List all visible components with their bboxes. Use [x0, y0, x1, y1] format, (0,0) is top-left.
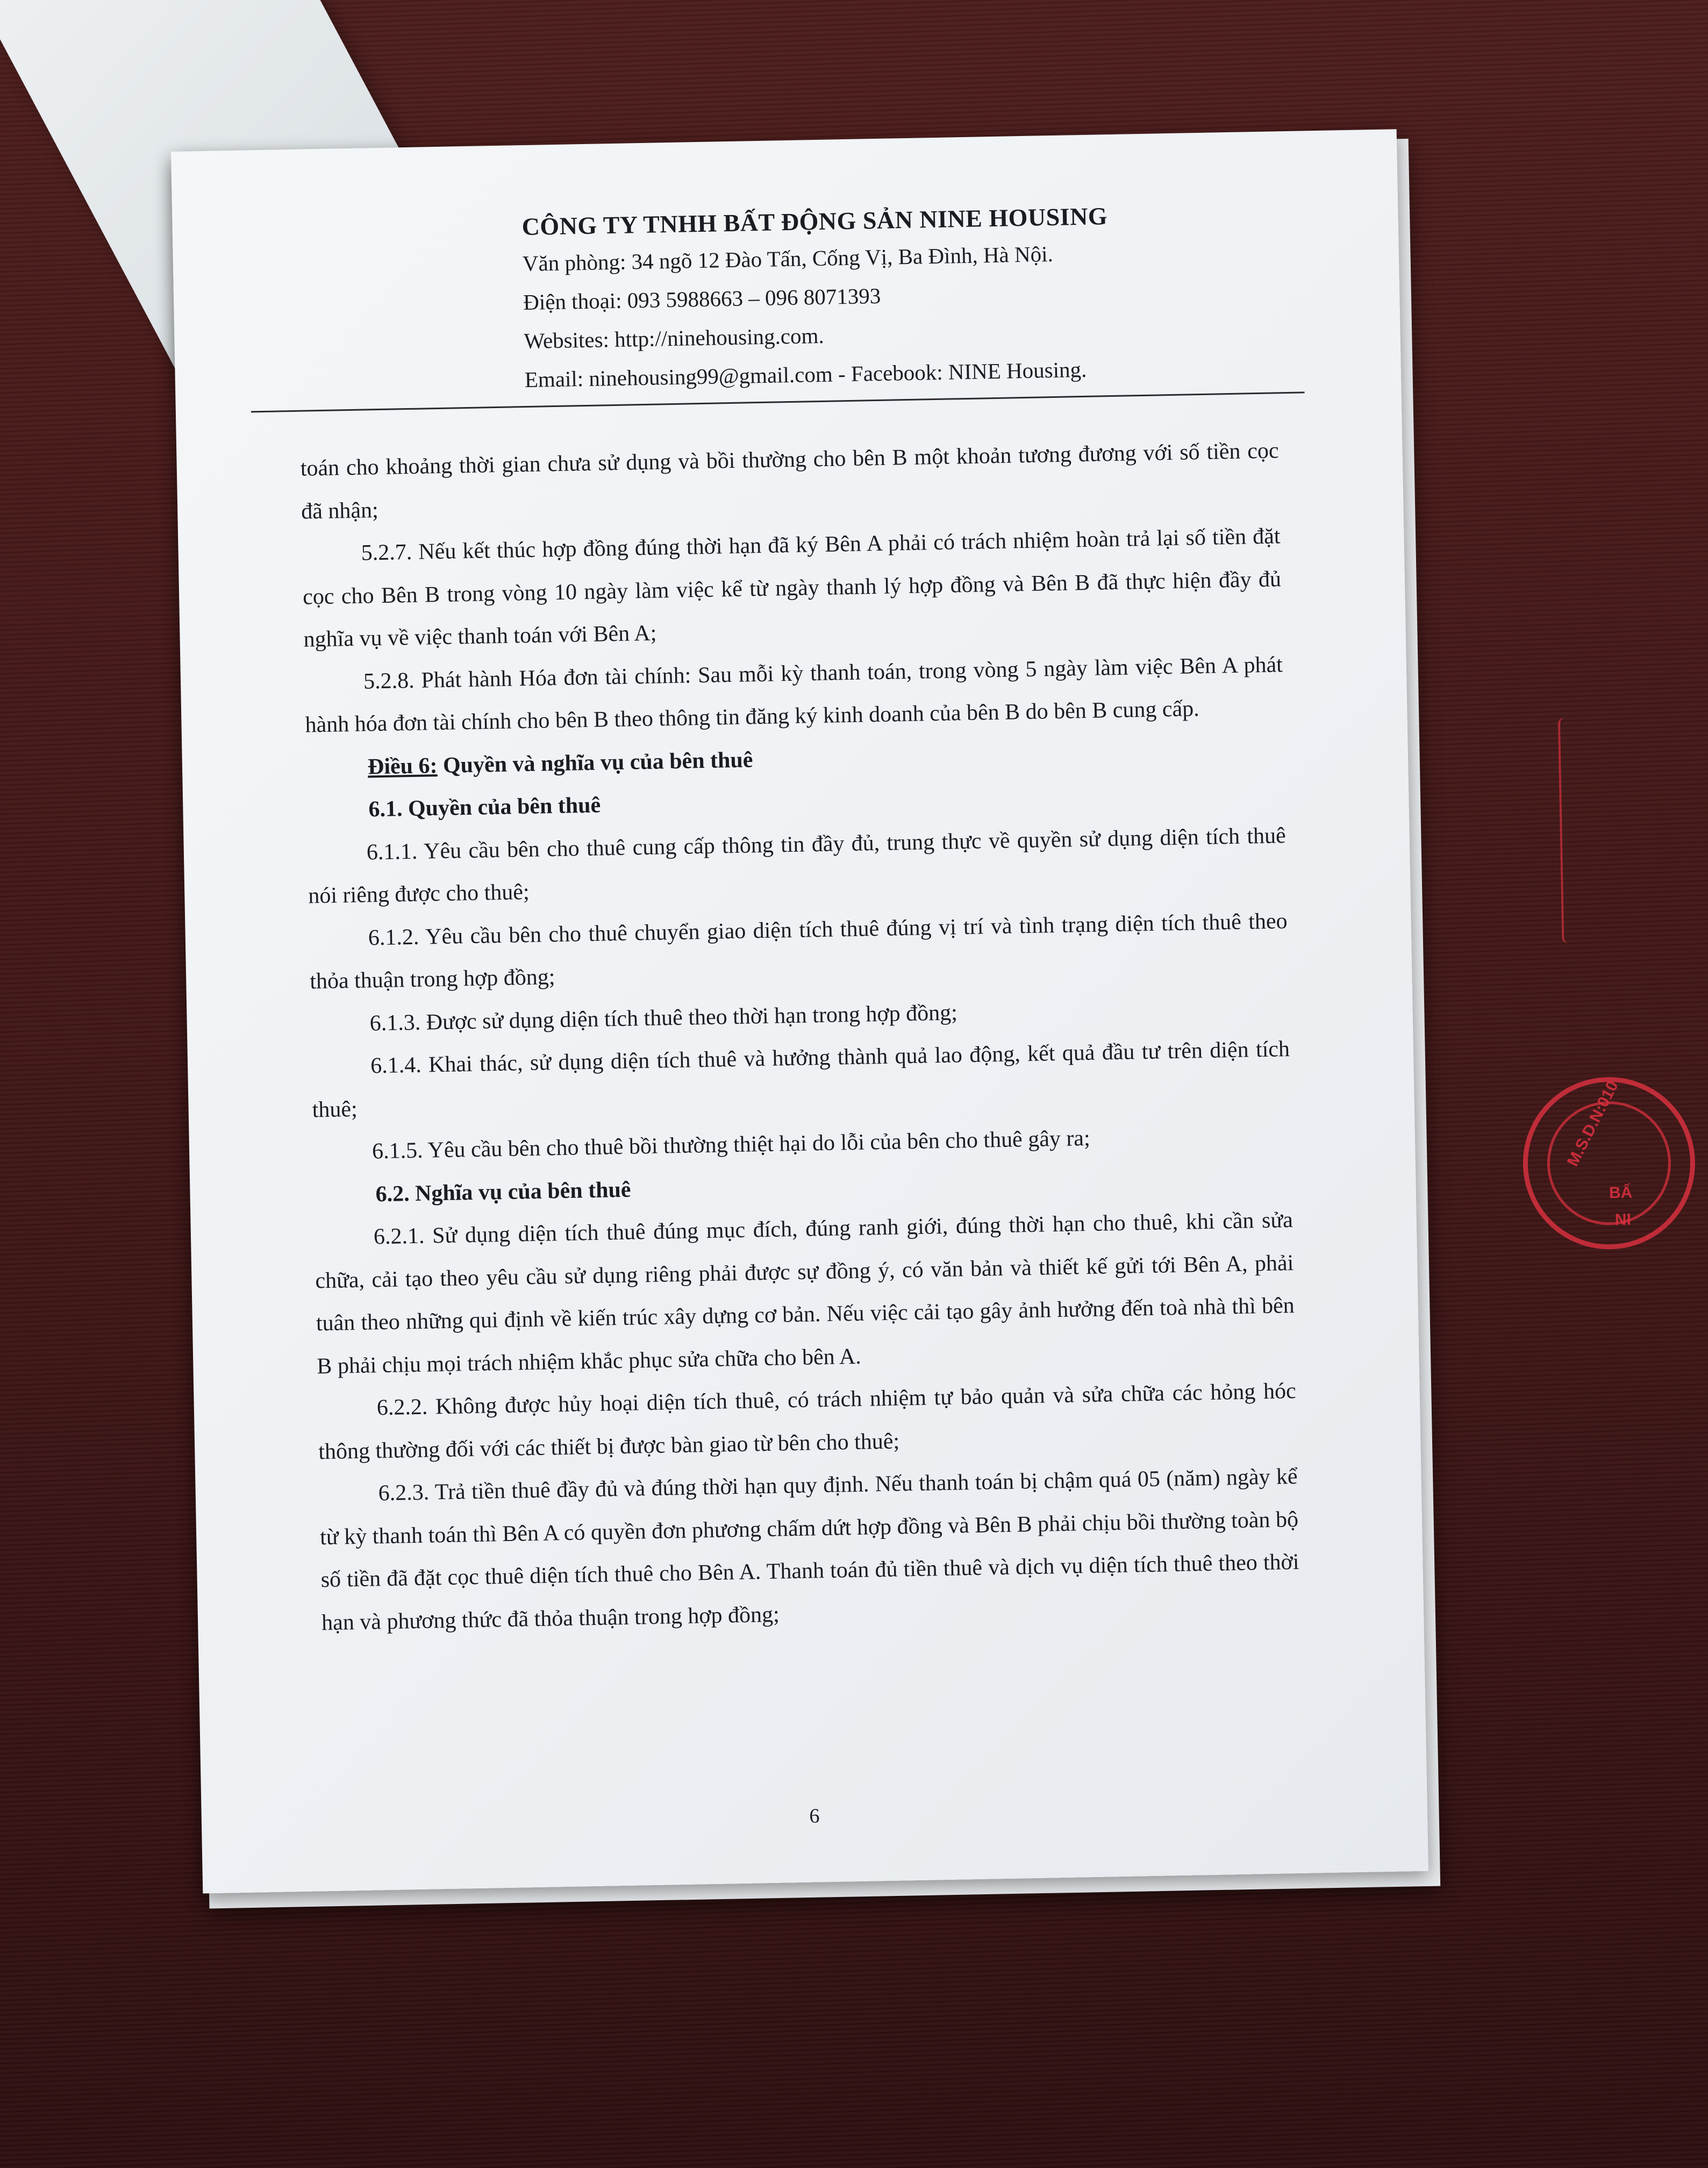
- clause-6-1-2: 6.1.2. Yêu cầu bên cho thuê chuyển giao diện tích thuê đúng vị trí và tình trạng diện tích thuê theo thỏa thuận trong hợp đồng;: [309, 908, 1288, 994]
- stamp-fragment: [1558, 717, 1586, 944]
- clause-6-2-3: 6.2.3. Trả tiền thuê đầy đủ và đúng thời hạn quy định. Nếu thanh toán bị chậm quá 05 (năm) ngày kể từ kỳ thanh toán thì Bên A có quyền đơn phương chấm dứt hợp đồng và Bên B phải chịu bồi thường toàn bộ số tiền đã đặt cọc thuê diện tích thuê cho Bên A. Thanh toán đủ tiền thuê và dịch vụ diện tích thuê theo thời hạn và phương thức đã thỏa thuận trong hợp đồng;: [319, 1464, 1299, 1635]
- seal-text-1: BẤ: [1609, 1183, 1633, 1202]
- document-page: [171, 129, 1633, 1893]
- letterhead: [521, 194, 1363, 399]
- clause-6-1-5: 6.1.5. Yêu cầu bên cho thuê bồi thường thiệt hại do lỗi của bên cho thuê gây ra;: [371, 1125, 1091, 1164]
- company-name: CÔNG TY TNHH BẤT ĐỘNG SẢN NINE HOUSING: [521, 202, 1108, 241]
- document-body: [300, 430, 1300, 1644]
- clause-6-1-4: 6.1.4. Khai thác, sử dụng diện tích thuê và hưởng thành quả lao động, kết quả đầu tư trên diện tích thuê;: [312, 1037, 1290, 1122]
- clause-6-1-1: 6.1.1. Yêu cầu bên cho thuê cung cấp thông tin đầy đủ, trung thực về quyền sử dụng diện tích thuê nói riêng được cho thuê;: [308, 823, 1287, 909]
- clause-6-1-3: 6.1.3. Được sử dụng diện tích thuê theo thời hạn trong hợp đồng;: [369, 1000, 958, 1036]
- header-divider: [251, 391, 1305, 412]
- section-6-2-heading: 6.2. Nghĩa vụ của bên thuê: [375, 1177, 631, 1207]
- email-line: Email: ninehousing99@gmail.com - Facebook: NINE Housing.: [524, 356, 1087, 393]
- article-6-title: Quyền và nghĩa vụ của bên thuê: [437, 747, 753, 778]
- seal-text-code: M.S.D.N:010: [1563, 1078, 1622, 1169]
- website-line: Websites: http://ninehousing.com.: [524, 323, 825, 354]
- clause-6-2-2: 6.2.2. Không được hủy hoại diện tích thuê, có trách nhiệm tự bảo quản và sửa chữa các hỏng hóc thông thường đối với các thiết bị được bàn giao từ bên cho thuê;: [318, 1379, 1297, 1464]
- clause-6-2-1: 6.2.1. Sử dụng diện tích thuê đúng mục đích, đúng ranh giới, đúng thời hạn cho thuê, khi cần sửa chữa, cải tạo theo yêu cầu sử dụng riêng phải được sự đồng ý, có văn bản và thiết kế gửi tới Bên A, phải tuân theo những qui định về kiến trúc xây dựng cơ bản. Nếu việc cải tạo gây ảnh hưởng đến toà nhà thì bên B phải chịu mọi trách nhiệm khắc phục sửa chữa cho bên A.: [315, 1208, 1295, 1379]
- phone-line: Điện thoại: 093 5988663 – 096 8071393: [523, 283, 881, 315]
- seal-text-2: NI: [1614, 1210, 1632, 1229]
- clause-5-2-8: 5.2.8. Phát hành Hóa đơn tài chính: Sau mỗi kỳ thanh toán, trong vòng 5 ngày làm việc Bên A phát hành hóa đơn tài chính cho bên B theo thông tin đăng ký kinh doanh của bên B do bên B cung cấp.: [305, 652, 1283, 738]
- office-address: Văn phòng: 34 ngõ 12 Đào Tấn, Cống Vị, Ba Đình, Hà Nội.: [522, 241, 1054, 276]
- clause-5-2-7: 5.2.7. Nếu kết thúc hợp đồng đúng thời hạn đã ký Bên A phải có trách nhiệm hoàn trả lại số tiền đặt cọc cho Bên B trong vòng 10 ngày làm việc kể từ ngày thanh lý hợp đồng và Bên B đã thực hiện đầy đủ nghĩa vụ về việc thanh toán với Bên A;: [302, 524, 1282, 652]
- section-6-1-heading: 6.1. Quyền của bên thuê: [368, 793, 601, 822]
- article-6-label: Điều 6:: [367, 753, 438, 779]
- paragraph-continued: toán cho khoảng thời gian chưa sử dụng và bồi thường cho bên B một khoản tương đương với số tiền cọc đã nhận;: [300, 438, 1279, 524]
- company-seal: [1521, 1075, 1697, 1251]
- page-number: 6: [809, 1805, 820, 1828]
